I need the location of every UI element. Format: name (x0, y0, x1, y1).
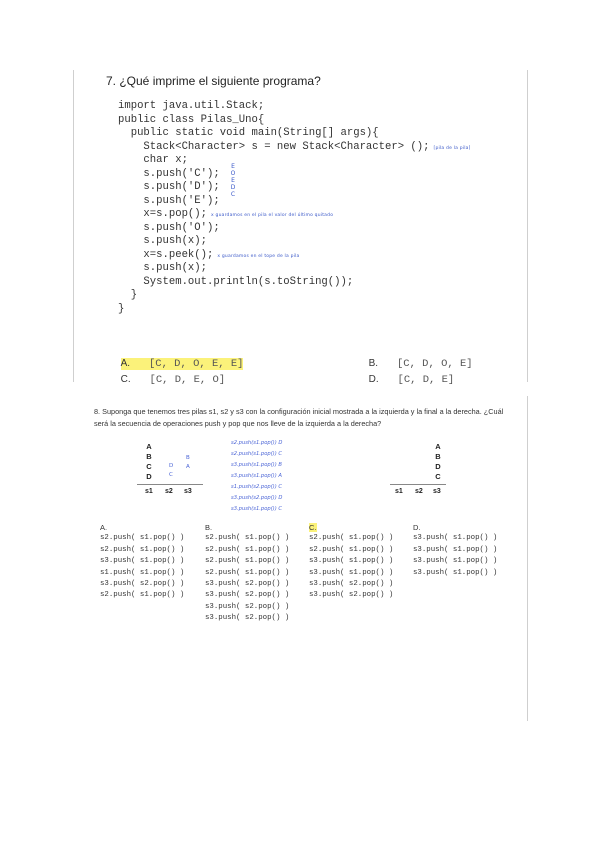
code-line: } (118, 302, 125, 315)
initial-stack-base (137, 484, 203, 485)
handwritten-stack-sketch: E O E D C (230, 163, 236, 198)
q8-option-d[interactable]: D. s3.push( s1.pop() ) s3.push( s1.pop() ) s3.push( s1.pop() ) s3.push( s1.pop() ) (413, 523, 498, 577)
code-line: System.out.println(s.toString()); (118, 275, 354, 288)
question-8-text: 8. Suponga que tenemos tres pilas s1, s2 y s3 con la configuración inicial mostrada a la izquierda y la final a la derecha. ¿Cuál será la secuencia de operaciones push y pop que nos lleve de la izquierda a la derecha? (94, 407, 504, 428)
question-7-title: 7. ¿Qué imprime el siguiente programa? (106, 74, 321, 88)
final-stack-s3: A B D C (435, 442, 441, 481)
code-line: s.push('D'); (118, 181, 220, 193)
handwritten-mid-s3: B A (186, 455, 190, 470)
q7-option-b[interactable]: B. [C, D, O, E] (368, 358, 473, 370)
initial-stack-s1: A B C D (146, 442, 152, 481)
q8-option-c[interactable]: C. s2.push( s1.pop() ) s2.push( s1.pop() ) s3.push( s1.pop() ) s3.push( s1.pop() ) s3.push( s2.pop() ) s3.push( s2.pop() ) (309, 523, 394, 600)
q7-option-c[interactable]: C. [C, D, E, O] (120, 374, 226, 386)
code-block (118, 100, 471, 316)
code-line: s.push('O'); (118, 221, 220, 234)
code-line: import java.util.Stack; (118, 100, 265, 112)
code-line: s.push(x); (118, 235, 208, 247)
q8-option-b[interactable]: B. s2.push( s1.pop() ) s2.push( s1.pop() ) s2.push( s1.pop() ) s2.push( s1.pop() ) s3.push( s2.pop() ) s3.push( s2.pop() ) s3.push( s2.pop() ) s3.push( s2.pop() ) (205, 523, 290, 623)
code-line: public static void main(String[] args){ (118, 127, 379, 139)
handwritten-mid-s2: D C (169, 463, 174, 478)
q7-option-d[interactable]: D. [C, D, E] (368, 374, 455, 386)
code-line: Stack<Character> s = new Stack<Character> (); [pila de la pila] (118, 140, 471, 153)
page-margin-right-top (527, 70, 528, 382)
code-line: x=s.peek(); x guardamos en el tope de la pila (118, 248, 300, 261)
code-line: s.push('C'); (118, 167, 220, 180)
handwritten-note: x guardamos en el pila el valor del último quitado (211, 213, 334, 218)
handwritten-note: [pila de la pila] (433, 145, 471, 151)
page-margin-left-top (73, 70, 74, 382)
handwritten-operations: s2.push(s1.pop()) D s2.push(s1.pop()) C s3.push(s1.pop()) B s3.push(s1.pop()) A s1.push(s2.pop()) C s3.push(s2.pop()) D s3.push(s1.pop()) C (231, 440, 283, 512)
page-margin-right-bottom (527, 396, 528, 721)
final-stack-base (390, 484, 446, 485)
handwritten-note: x guardamos en el tope de la pila (217, 253, 300, 259)
q7-option-a[interactable]: A. [C, D, O, E, E] (120, 358, 244, 370)
code-line: } (118, 289, 138, 301)
code-line: x=s.pop(); x guardamos en el pila el valor del último quitado (118, 208, 334, 220)
code-line: char x; (118, 154, 188, 166)
code-line: public class Pilas_Uno{ (118, 113, 265, 126)
code-line: s.push('E'); (118, 194, 220, 207)
code-line: s.push(x); (118, 262, 208, 274)
q8-option-a[interactable]: A. s2.push( s1.pop() ) s2.push( s1.pop() ) s3.push( s1.pop() ) s1.push( s1.pop() ) s3.push( s2.pop() ) s2.push( s1.pop() ) (100, 523, 185, 600)
